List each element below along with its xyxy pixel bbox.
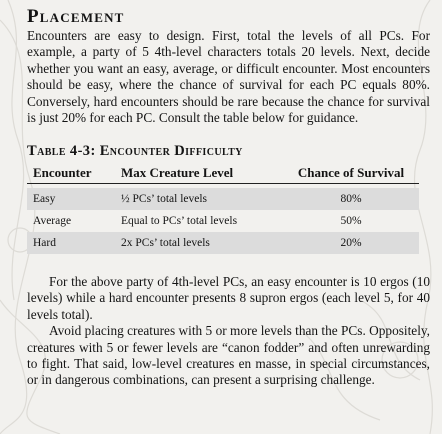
encounter-difficulty-table: [27, 165, 419, 254]
table-title: Table 4-3: Encounter Difficulty: [27, 143, 243, 160]
cell-max-level: 2x PCs’ total levels: [121, 232, 283, 254]
body-paragraph-2: Avoid placing creatures with 5 or more levels than the PCs. Oppositely, creatures with 5 or fewer levels are “canon fodder” and often unrewarding to fight. That said, low-level creatures en masse, in special circumstances, or in dangerous combinations, can present a surprising challenge.: [27, 323, 430, 388]
section-heading: Placement: [27, 6, 125, 27]
table-row: [27, 232, 419, 254]
column-header-encounter: Encounter: [27, 165, 121, 184]
intro-paragraph: Encounters are easy to design. First, total the levels of all PCs. For example, a party of 5 4th-level characters totals 20 levels. Next, decide whether you want an easy, average, or difficult encounter. Most encounters should be easy, where the chance of survival for each PC equals 80%. Conversely, hard encounters should be rare because the chance for survival is just 20% for each PC. Consult the table below for guidance.: [27, 28, 430, 126]
cell-survival: 50%: [340, 214, 362, 227]
cell-max-level: Equal to PCs’ total levels: [121, 214, 238, 227]
cell-survival: 80%: [283, 188, 419, 210]
cell-encounter: Hard: [27, 232, 121, 254]
table-row: [27, 210, 419, 232]
table-header-row: [27, 165, 419, 184]
body-paragraph-1: For the above party of 4th-level PCs, an easy encounter is 10 ergos (10 levels) while a hard encounter presents 8 supron ergos (each level 5, for 40 levels total).: [27, 273, 430, 322]
cell-encounter: Average: [33, 214, 72, 227]
cell-encounter: Easy: [27, 188, 121, 210]
cell-survival: 20%: [283, 232, 419, 254]
column-header-survival: Chance of Survival: [283, 165, 419, 184]
cell-max-level: ½ PCs’ total levels: [121, 188, 283, 210]
column-header-max-level: Max Creature Level: [121, 165, 283, 184]
table-row: [27, 188, 419, 210]
